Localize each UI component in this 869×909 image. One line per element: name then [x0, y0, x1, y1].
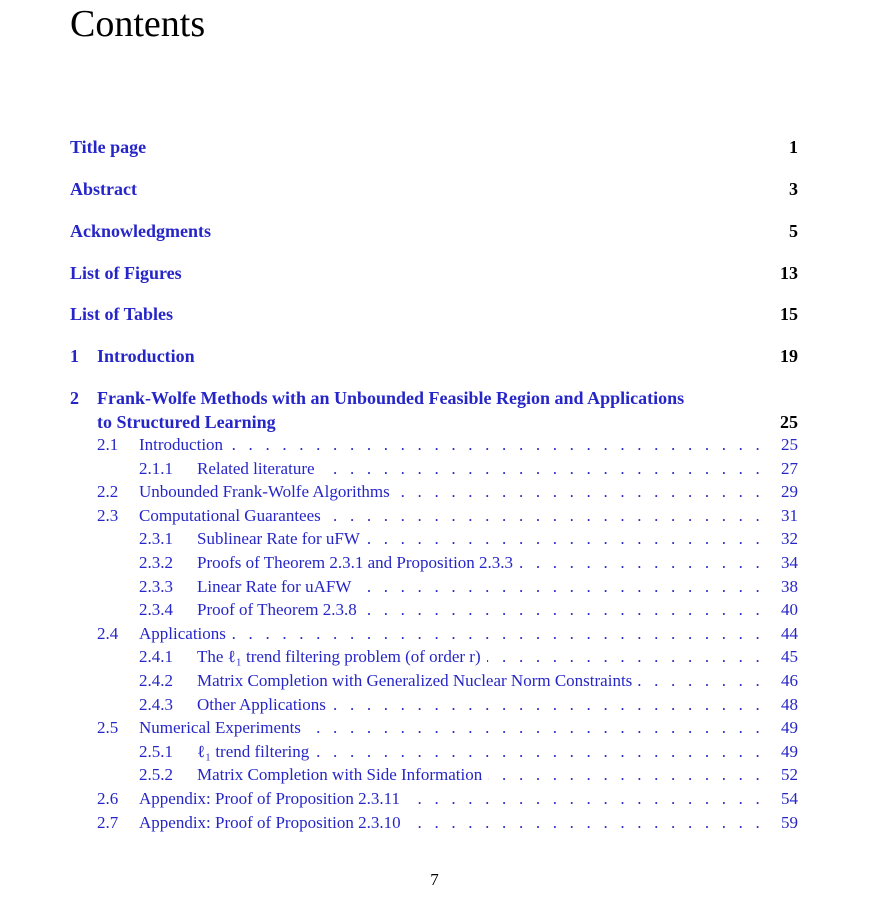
toc-entry-page: 1: [789, 137, 798, 157]
toc-section-title[interactable]: [139, 716, 307, 740]
toc-entry-page: 25: [781, 435, 798, 454]
toc-section-number: 2.4.3: [139, 694, 173, 714]
toc-section-entry[interactable]: [0, 457, 869, 481]
page-title: Contents: [70, 3, 206, 45]
toc-section-title[interactable]: [197, 527, 366, 551]
toc-chapter-number: 1: [70, 346, 79, 366]
toc-section-title[interactable]: [197, 457, 321, 481]
toc-section-title-text[interactable]: Introduction: [139, 435, 229, 454]
toc-section-title[interactable]: [197, 763, 488, 787]
toc-section-entry[interactable]: [0, 480, 869, 504]
toc-chapter-number: 2: [70, 388, 79, 408]
toc-leader-dots: [139, 433, 764, 457]
toc-section-entry[interactable]: [0, 811, 869, 835]
toc-entry-title[interactable]: Acknowledgments: [70, 221, 212, 241]
toc-entry-abstract[interactable]: [0, 177, 869, 201]
toc-section-entry[interactable]: [0, 575, 869, 599]
toc-section-title-text[interactable]: Numerical Experiments: [139, 718, 307, 737]
toc-section-number: 2.1.1: [139, 458, 173, 478]
toc-entry-page: 25: [780, 412, 798, 432]
toc-section-title[interactable]: [139, 480, 396, 504]
toc-entry-page: 29: [781, 482, 798, 502]
toc-section-number: 2.2: [97, 482, 119, 502]
toc-section-title[interactable]: [139, 811, 407, 835]
toc-section-title-text[interactable]: Unbounded Frank-Wolfe Algorithms: [139, 482, 396, 501]
toc-section-entry[interactable]: [0, 551, 869, 575]
toc-chapter-2[interactable]: [0, 386, 869, 410]
toc-entry-page: 19: [780, 346, 798, 366]
toc-chapter-title-line1[interactable]: Frank-Wolfe Methods with an Unbounded Feasible Region and Applications: [97, 388, 685, 408]
toc-entry-page: 49: [781, 741, 798, 761]
toc-entry-acknowledgments[interactable]: [0, 219, 869, 243]
toc-section-number: 2.4: [97, 623, 119, 643]
toc-chapter-title[interactable]: Introduction: [97, 346, 195, 366]
toc-section-title-text[interactable]: Matrix Completion with Generalized Nuclear Norm Constraints: [197, 671, 638, 690]
toc-section-title-text[interactable]: The ℓ₁ trend filtering problem (of order r): [197, 647, 487, 666]
toc-section-entry[interactable]: [0, 504, 869, 528]
toc-entry-title[interactable]: List of Tables: [70, 304, 174, 324]
toc-section-title[interactable]: [197, 575, 357, 599]
toc-section-entry[interactable]: [0, 716, 869, 740]
toc-section-title[interactable]: [139, 787, 406, 811]
toc-chapter-1[interactable]: [0, 344, 869, 368]
toc-entry-page: 31: [781, 505, 798, 525]
toc-entry-list-of-figures[interactable]: [0, 261, 869, 285]
page-number: 7: [430, 870, 439, 889]
toc-section-entry[interactable]: [0, 598, 869, 622]
toc-section-entry[interactable]: [0, 433, 869, 457]
toc-section-entry[interactable]: [0, 669, 869, 693]
toc-section-title[interactable]: [197, 645, 487, 669]
toc-section-title-text[interactable]: Appendix: Proof of Proposition 2.3.11: [139, 789, 406, 808]
toc-entry-page: 46: [781, 671, 798, 690]
toc-section-number: 2.3.2: [139, 553, 173, 572]
toc-entry-title[interactable]: List of Figures: [70, 263, 182, 283]
toc-section-number: 2.3.1: [139, 529, 173, 549]
toc-entry-page: 44: [781, 623, 798, 643]
toc-section-number: 2.7: [97, 812, 119, 832]
toc-section-number: 2.3.3: [139, 576, 173, 596]
toc-section-entry[interactable]: [0, 693, 869, 717]
toc-entry-page: 3: [789, 179, 798, 199]
toc-section-title-text[interactable]: Linear Rate for uAFW: [197, 577, 357, 596]
toc-section-title[interactable]: [197, 669, 638, 693]
toc-section-title-text[interactable]: Matrix Completion with Side Information: [197, 765, 488, 784]
toc-section-entry[interactable]: [0, 740, 869, 764]
toc-entry-page: 45: [781, 647, 798, 667]
toc-leader-dots: [139, 622, 764, 646]
toc-entry-page: 40: [781, 600, 798, 620]
toc-entry-page: 13: [780, 263, 798, 283]
toc-section-title[interactable]: [197, 740, 315, 764]
toc-section-title[interactable]: [197, 598, 363, 622]
toc-section-title[interactable]: [139, 504, 327, 528]
toc-chapter-2-continued[interactable]: [0, 410, 869, 434]
toc-section-entry[interactable]: [0, 763, 869, 787]
toc-section-title[interactable]: [139, 433, 229, 457]
toc-entry-page: 49: [781, 718, 798, 738]
toc-section-number: 2.4.1: [139, 647, 173, 667]
toc-entry-title-page[interactable]: [0, 135, 869, 159]
toc-section-title-text[interactable]: Proof of Theorem 2.3.8: [197, 600, 363, 619]
toc-entry-page: 27: [781, 458, 798, 478]
toc-entry-page: 32: [781, 529, 798, 549]
toc-section-title[interactable]: [139, 622, 232, 646]
toc-entry-page: 15: [780, 304, 798, 324]
toc-section-entry[interactable]: [0, 527, 869, 551]
toc-section-number: 2.5.1: [139, 741, 173, 761]
toc-chapter-title-line2[interactable]: to Structured Learning: [97, 412, 276, 432]
toc-section-number: 2.5: [97, 718, 119, 738]
toc-entry-list-of-tables[interactable]: [0, 302, 869, 326]
toc-section-number: 2.1: [97, 435, 119, 454]
toc-section-number: 2.3.4: [139, 600, 173, 620]
toc-section-title-text[interactable]: Applications: [139, 624, 232, 643]
toc-section-number: 2.5.2: [139, 765, 173, 785]
toc-section-entry[interactable]: [0, 645, 869, 669]
toc-section-title-text[interactable]: Proofs of Theorem 2.3.1 and Proposition 2.3.3: [197, 553, 519, 572]
toc-entry-page: 54: [781, 789, 798, 808]
toc-entry-page: 52: [781, 765, 798, 785]
toc-section-title-text[interactable]: Appendix: Proof of Proposition 2.3.10: [139, 813, 407, 832]
toc-entry-title[interactable]: Abstract: [70, 179, 137, 199]
toc-section-title-text[interactable]: Related literature: [197, 459, 321, 478]
toc-section-title-text[interactable]: Sublinear Rate for uFW: [197, 529, 366, 548]
toc-section-entry[interactable]: [0, 622, 869, 646]
toc-entry-page: 5: [789, 221, 798, 241]
toc-entry-title[interactable]: Title page: [70, 137, 147, 157]
toc-entry-page: 38: [781, 576, 798, 596]
toc-section-number: 2.6: [97, 789, 119, 808]
toc-section-title-text[interactable]: ℓ₁ trend filtering: [197, 742, 315, 761]
toc-section-title-text[interactable]: Other Applications: [197, 695, 332, 714]
toc-section-title-text[interactable]: Computational Guarantees: [139, 506, 327, 525]
toc-section-title[interactable]: [197, 693, 332, 717]
toc-entry-page: 34: [781, 553, 798, 572]
toc-section-number: 2.3: [97, 505, 119, 525]
toc-section-entry[interactable]: [0, 787, 869, 811]
toc-entry-page: 59: [781, 812, 798, 832]
toc-section-title[interactable]: [197, 551, 519, 575]
toc-section-number: 2.4.2: [139, 671, 173, 690]
toc-entry-page: 48: [781, 694, 798, 714]
